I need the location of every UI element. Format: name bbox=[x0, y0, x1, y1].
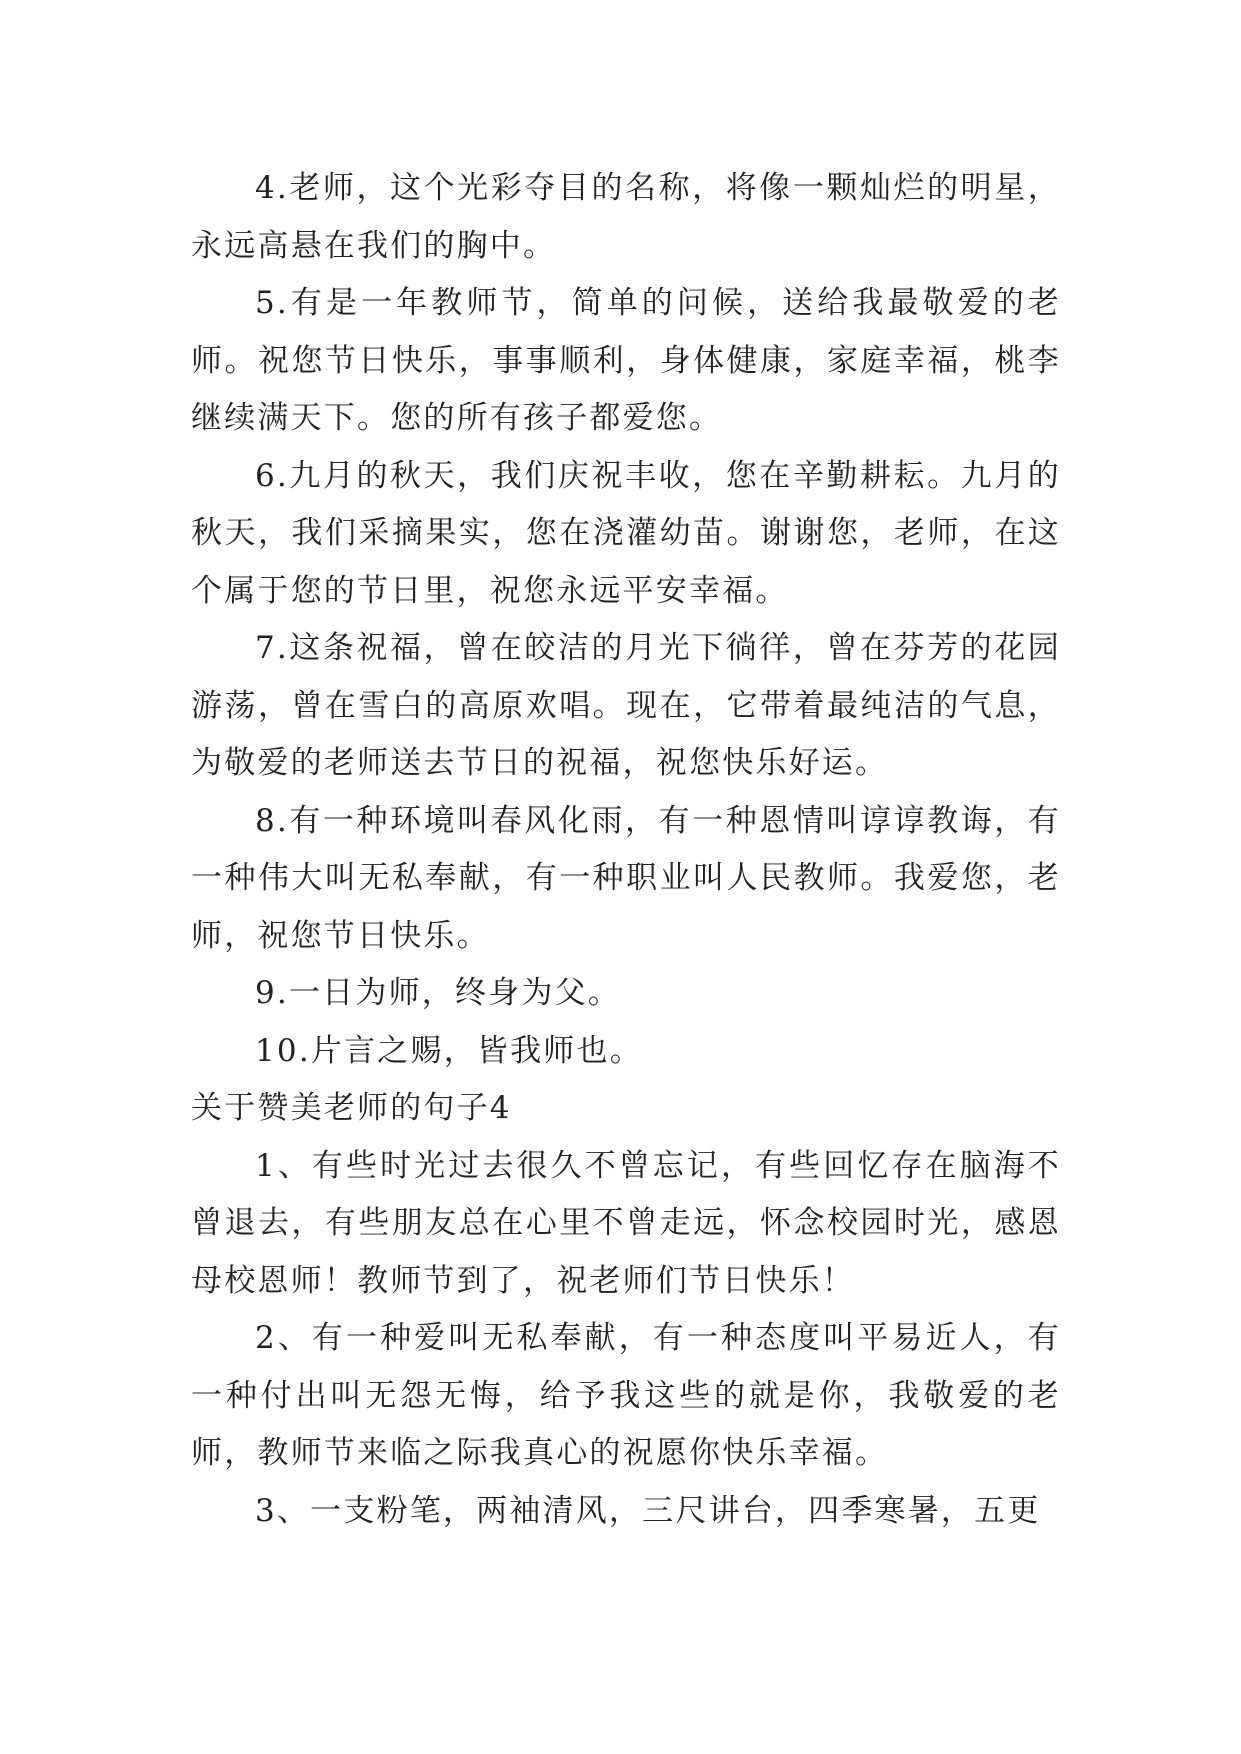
paragraph-9: 9.一日为师，终身为父。 bbox=[255, 975, 621, 1011]
paragraph-8: 8.有一种环境叫春风化雨，有一种恩情叫谆谆教诲，有一种伟大叫无私奉献，有一种职业叫人民教师。我爱您，老师，祝您节日快乐。 bbox=[191, 802, 1061, 954]
section-paragraph-2: 2、有一种爱叫无私奉献，有一种态度叫平易近人，有一种付出叫无怨无悔，给予我这些的就是你，我敬爱的老师，教师节来临之际我真心的祝愿你快乐幸福。 bbox=[191, 1320, 1061, 1471]
section-heading: 关于赞美老师的句子4 bbox=[191, 1090, 512, 1126]
section-paragraph-3: 3、一支粉笔，两袖清风，三尺讲台，四季寒暑，五更 bbox=[255, 1492, 1041, 1529]
paragraph-5: 5.有是一年教师节，简单的问候，送给我最敬爱的老师。祝您节日快乐，事事顺利，身体健康，家庭幸福，桃李继续满天下。您的所有孩子都爱您。 bbox=[191, 285, 1061, 436]
document-body bbox=[191, 160, 1061, 1540]
paragraph-4: 4.老师，这个光彩夺目的名称，将像一颗灿烂的明星，永远高悬在我们的胸中。 bbox=[191, 170, 1061, 264]
paragraph-7: 7.这条祝福，曾在皎洁的月光下徜徉，曾在芬芳的花园游荡，曾在雪白的高原欢唱。现在，它带着最纯洁的气息，为敬爱的老师送去节日的祝福，祝您快乐好运。 bbox=[191, 630, 1061, 781]
paragraph-6: 6.九月的秋天，我们庆祝丰收，您在辛勤耕耘。九月的秋天，我们采摘果实，您在浇灌幼苗。谢谢您，老师，在这个属于您的节日里，祝您永远平安幸福。 bbox=[191, 457, 1061, 609]
paragraph-10: 10.片言之赐，皆我师也。 bbox=[255, 1032, 643, 1069]
section-paragraph-1: 1、有些时光过去很久不曾忘记，有些回忆存在脑海不曾退去，有些朋友总在心里不曾走远，怀念校园时光，感恩母校恩师！教师节到了，祝老师们节日快乐！ bbox=[191, 1147, 1061, 1299]
